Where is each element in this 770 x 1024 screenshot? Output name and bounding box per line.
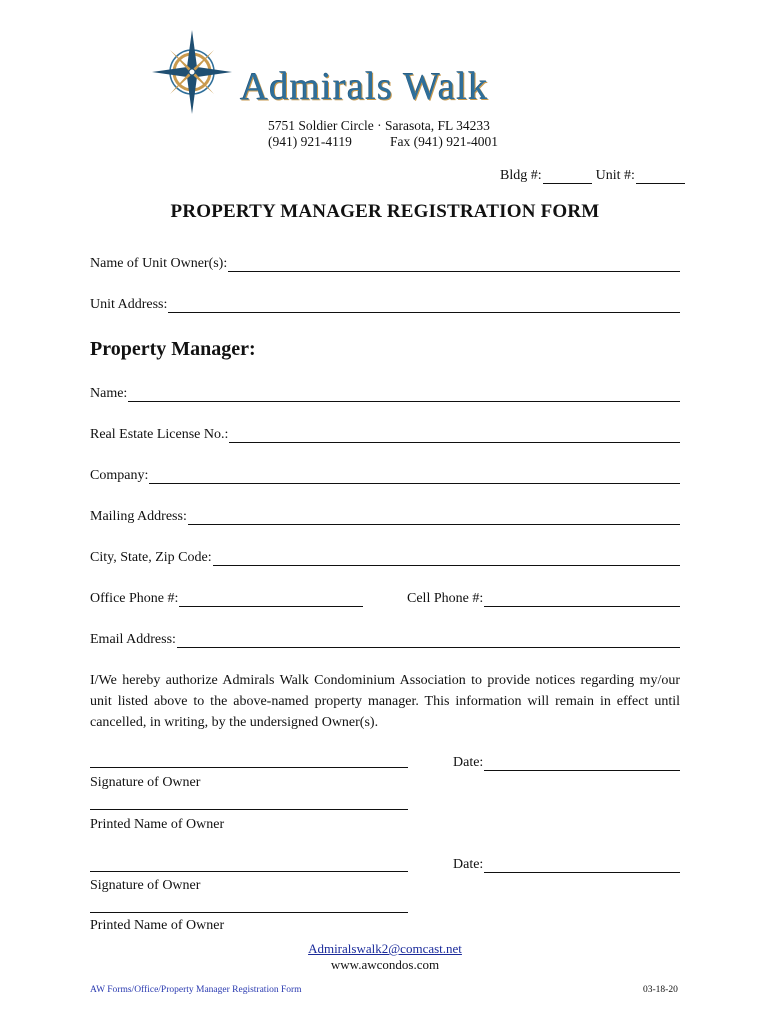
fax-number: Fax (941) 921-4001 — [390, 134, 498, 149]
unit-address-row — [90, 297, 680, 313]
compass-rose-icon — [152, 30, 232, 115]
address-line: 5751 Soldier Circle · Sarasota, FL 34233 — [268, 118, 490, 133]
date-2-field[interactable] — [484, 860, 680, 873]
date-1-label: Date: — [453, 755, 484, 770]
company-row — [90, 468, 680, 484]
unit-label: Unit #: — [595, 168, 635, 183]
license-label: Real Estate License No.: — [90, 427, 229, 442]
footer-website[interactable]: www.awcondos.com — [330, 957, 440, 972]
mailing-address-label: Mailing Address: — [90, 509, 187, 524]
form-title: PROPERTY MANAGER REGISTRATION FORM — [170, 201, 600, 222]
printed-name-1-field[interactable] — [90, 809, 408, 810]
date-2-label: Date: — [453, 857, 484, 872]
office-phone-label: Office Phone #: — [90, 591, 179, 606]
date-1-field[interactable] — [484, 758, 680, 771]
signature-1-label: Signature of Owner — [90, 775, 201, 790]
property-manager-heading: Property Manager: — [90, 338, 256, 360]
cell-phone-row — [407, 591, 680, 607]
signature-2-label: Signature of Owner — [90, 878, 201, 893]
mailing-address-field[interactable] — [188, 512, 680, 525]
email-address-field[interactable] — [177, 635, 680, 648]
authorization-paragraph: I/We hereby authorize Admirals Walk Condominium Association to provide notices regarding my/our unit listed above to the above-named property manager. This information will remain in effect until cancelled, in writing, by the undersigned Owner(s). — [90, 673, 680, 730]
brand-name: Admirals Walk — [240, 65, 489, 108]
license-row — [90, 427, 680, 443]
cell-phone-label: Cell Phone #: — [407, 591, 484, 606]
date-2-row — [453, 857, 680, 873]
printed-name-2-label: Printed Name of Owner — [90, 918, 225, 933]
phone-number: (941) 921-4119 — [268, 134, 352, 149]
bldg-label: Bldg #: — [500, 168, 542, 183]
signature-1-field[interactable] — [90, 767, 408, 768]
pm-name-label: Name: — [90, 386, 128, 401]
date-1-row — [453, 755, 680, 771]
pm-name-field[interactable] — [128, 389, 680, 402]
cell-phone-field[interactable] — [484, 594, 680, 607]
signature-2-field[interactable] — [90, 871, 408, 872]
office-phone-row — [90, 591, 363, 607]
pm-name-row — [90, 386, 680, 402]
license-field[interactable] — [229, 430, 680, 443]
unit-address-label: Unit Address: — [90, 297, 168, 312]
footer-doc-date: 03-18-20 — [643, 985, 678, 995]
footer-email-row — [0, 941, 770, 957]
printed-name-1-label: Printed Name of Owner — [90, 817, 225, 832]
city-state-zip-field[interactable] — [213, 553, 680, 566]
owner-name-row — [90, 256, 680, 272]
email-address-row — [90, 632, 680, 648]
company-label: Company: — [90, 468, 149, 483]
bldg-unit-row — [500, 168, 680, 184]
footer-doc-path: AW Forms/Office/Property Manager Registration Form — [90, 985, 302, 995]
city-state-zip-row — [90, 550, 680, 566]
printed-name-2-field[interactable] — [90, 912, 408, 913]
company-field[interactable] — [149, 471, 680, 484]
owner-name-label: Name of Unit Owner(s): — [90, 256, 228, 271]
owner-name-field[interactable] — [228, 259, 680, 272]
unit-address-field[interactable] — [168, 300, 680, 313]
footer-email-link[interactable]: Admiralswalk2@comcast.net — [308, 941, 462, 956]
bldg-field[interactable] — [543, 171, 592, 184]
unit-field[interactable] — [636, 171, 685, 184]
office-phone-field[interactable] — [179, 594, 363, 607]
mailing-address-row — [90, 509, 680, 525]
city-state-zip-label: City, State, Zip Code: — [90, 550, 212, 565]
email-address-label: Email Address: — [90, 632, 176, 647]
